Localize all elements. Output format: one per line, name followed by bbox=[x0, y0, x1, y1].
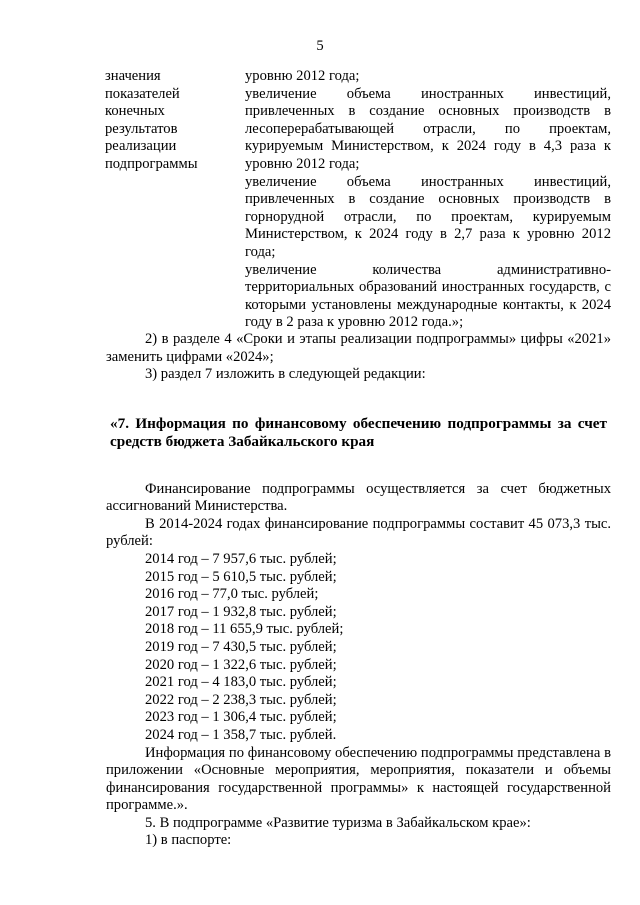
table-right-paragraph: увеличение объема иностранных инвестиций, привлеченных в создание основных производств в лесоперерабатывающей отрасли, по проектам, курируемым Министерством, к 2024 году в 4,3 раза к уровню 2012 года; bbox=[245, 85, 611, 172]
funding-year-item: 2019 год – 7 430,5 тыс. рублей; bbox=[145, 638, 337, 655]
table-right-paragraph: уровню 2012 года; bbox=[245, 68, 360, 84]
table-left-line: значения bbox=[105, 68, 161, 84]
funding-year-item: 2016 год – 77,0 тыс. рублей; bbox=[145, 586, 319, 603]
table-right-paragraph: увеличение количества административно-территориальных образований иностранных государств, с которыми установлены международные контакты, к 2024 году в 2 раза к уровню 2012 года.»; bbox=[245, 261, 611, 331]
funding-year-item: 2017 год – 1 932,8 тыс. рублей; bbox=[145, 603, 337, 620]
funding-year-item: 2022 год – 2 238,3 тыс. рублей; bbox=[145, 691, 337, 708]
table-left-line: реализации bbox=[105, 138, 177, 155]
table-left-line: подпрограммы bbox=[105, 155, 198, 172]
table-right-paragraph: увеличение объема иностранных инвестиций, привлеченных в создание основных производств в горнорудной отрасли, по проектам, курируемым Министерством, к 2024 году в 2,7 раза к уровню 2012 года; bbox=[245, 173, 611, 260]
funding-total-paragraph: В 2014-2024 годах финансирование подпрограммы составит 45 073,3 тыс. рублей: bbox=[106, 515, 611, 550]
funding-year-item: 2024 год – 1 358,7 тыс. рублей. bbox=[145, 726, 337, 743]
paragraph-item-3: 3) раздел 7 изложить в следующей редакции: bbox=[145, 366, 426, 383]
paragraph-item-5: 5. В подпрограмме «Развитие туризма в Забайкальском крае»: bbox=[145, 814, 531, 831]
funding-year-item: 2014 год – 7 957,6 тыс. рублей; bbox=[145, 550, 337, 567]
table-left-line: показателей bbox=[105, 85, 180, 102]
funding-years-list bbox=[106, 551, 611, 745]
table-left-column bbox=[105, 68, 245, 332]
funding-source-paragraph: Финансирование подпрограммы осуществляется за счет бюджетных ассигнований Министерства. bbox=[106, 480, 611, 515]
funding-year-item: 2021 год – 4 183,0 тыс. рублей; bbox=[145, 674, 337, 691]
table-right-column bbox=[245, 68, 611, 332]
section-heading: «7. Информация по финансовому обеспечению подпрограммы за счет средств бюджета Забайкальского края bbox=[110, 414, 607, 451]
table-left-line: результатов bbox=[105, 120, 178, 137]
table-left-line: конечных bbox=[105, 103, 165, 120]
funding-year-item: 2023 год – 1 306,4 тыс. рублей; bbox=[145, 709, 337, 726]
paragraph-item-2: 2) в разделе 4 «Сроки и этапы реализации подпрограммы» цифры «2021» заменить цифрами «2024»; bbox=[106, 331, 611, 365]
financing-info-paragraph: Информация по финансовому обеспечению подпрограммы представлена в приложении «Основные мероприятия, мероприятия, показатели и объемы финансирования государственной программы» к настоящей государственной программе.». bbox=[106, 744, 611, 814]
funding-year-item: 2015 год – 5 610,5 тыс. рублей; bbox=[145, 568, 337, 585]
passport-table-fragment bbox=[105, 68, 611, 332]
document-body bbox=[106, 331, 611, 850]
page-number: 5 bbox=[316, 38, 324, 54]
paragraph-item-5-1: 1) в паспорте: bbox=[145, 832, 232, 849]
funding-year-item: 2018 год – 11 655,9 тыс. рублей; bbox=[145, 621, 344, 638]
funding-year-item: 2020 год – 1 322,6 тыс. рублей; bbox=[145, 656, 337, 673]
